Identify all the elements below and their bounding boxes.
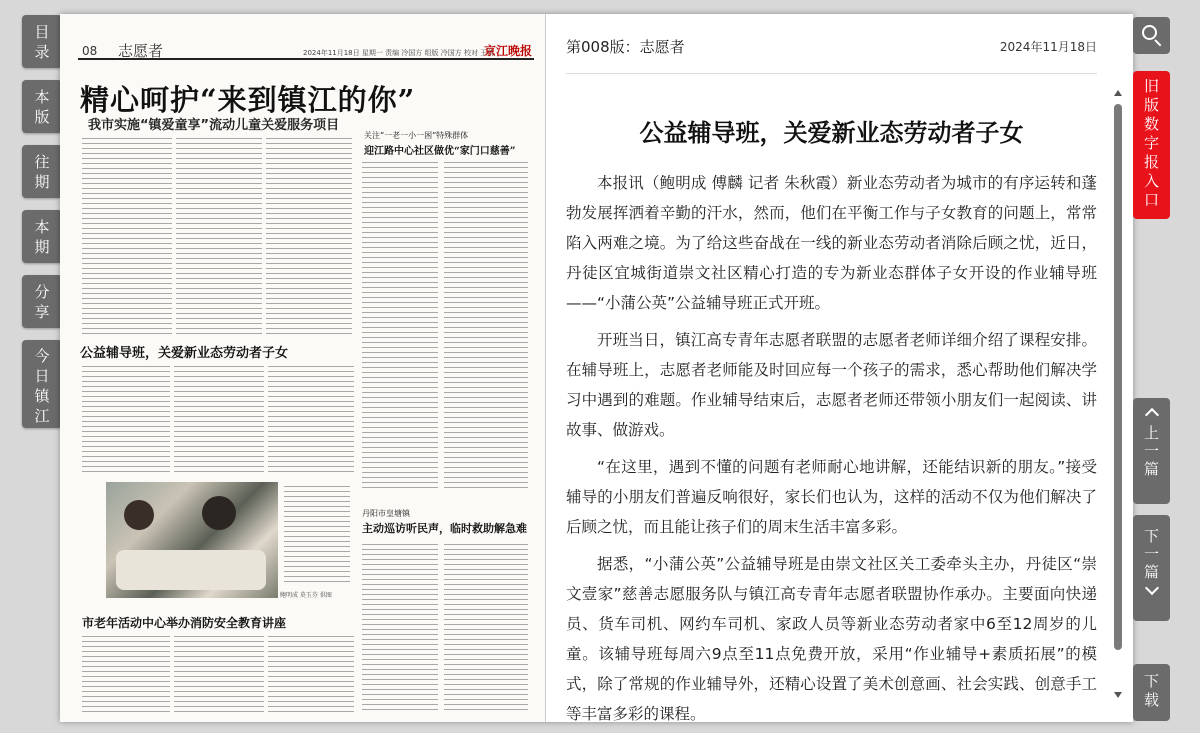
text-column — [268, 364, 354, 476]
nav-share-button[interactable] — [22, 275, 62, 328]
label-char: 篇 — [1143, 460, 1159, 478]
photo-credit: 鲍明成 莫玉芬 供图 — [280, 592, 332, 599]
text-column — [174, 364, 264, 476]
page-number: 08 — [82, 44, 98, 58]
search-icon-handle — [1154, 39, 1161, 46]
label-char: 今 — [34, 347, 50, 365]
label-char: 字 — [1143, 134, 1159, 152]
paper-article-title: 公益辅导班，关爱新业态劳动者子女 — [80, 342, 288, 361]
newspaper-page-image[interactable] — [60, 14, 546, 722]
old-version-entry-button[interactable] — [1133, 71, 1170, 219]
paper-article2-title: 主动巡访听民声，临时救助解急难 — [362, 522, 527, 535]
nav-this-issue-button[interactable] — [22, 210, 62, 263]
news-photo[interactable] — [106, 482, 278, 598]
next-article-button[interactable] — [1133, 515, 1170, 621]
nav-today-zhenjiang-button[interactable] — [22, 340, 62, 428]
nav-this-page-label — [22, 87, 62, 127]
paper-headline: 精心呵护“来到镇江的你” — [80, 83, 416, 117]
edition-label: 第008版：志愿者 — [566, 38, 685, 56]
text-column — [362, 160, 438, 490]
label-char: 本 — [34, 218, 50, 236]
text-column — [82, 136, 172, 336]
label-char: 录 — [34, 43, 50, 61]
photo-table — [116, 550, 266, 590]
text-column — [362, 542, 438, 714]
label-char: 本 — [34, 88, 50, 106]
nav-this-issue-label — [22, 217, 62, 257]
label-char: 载 — [1143, 691, 1159, 709]
article-scroll-area[interactable] — [566, 84, 1097, 723]
label-char: 报 — [1143, 153, 1159, 171]
label-char: 入 — [1143, 172, 1159, 190]
article-scrollbar[interactable] — [1112, 90, 1124, 698]
article-paragraph: 本报讯（鲍明成 傅麟 记者 朱秋霞）新业态劳动者为城市的有序运转和蓬勃发展挥洒着辛勤的汗水，然而，他们在平衡工作与子女教育的问题上，常常陷入两难之境。为了给这些奋战在一线的新业态劳动者消除后顾之忧，近日，丹徒区宜城街道崇文社区精心打造的专为新业态群体子女开设的作业辅导班——“小蒲公英”公益辅导班正式开班。 — [566, 174, 1097, 312]
text-column — [174, 634, 264, 714]
text-column — [82, 364, 170, 476]
text-column — [176, 136, 262, 336]
label-char: 镇 — [34, 387, 50, 405]
page-date-line: 2024年11月18日 星期一 责编 冷国方 组版 冷国方 校对 王倩 — [303, 49, 495, 57]
label-char: 江 — [34, 407, 50, 425]
search-button[interactable] — [1133, 17, 1170, 54]
label-char: 期 — [34, 173, 50, 191]
article-reader — [546, 14, 1133, 722]
chevron-up-icon — [1144, 408, 1158, 422]
paper-subhead: 我市实施“镇爱童享”流动儿童关爱服务项目 — [88, 118, 340, 133]
search-icon — [1142, 25, 1157, 40]
nav-past-issues-label — [22, 152, 62, 192]
text-column — [82, 634, 170, 714]
label-char: 篇 — [1143, 563, 1159, 581]
nav-share-label — [22, 282, 62, 322]
label-char: 一 — [1143, 442, 1159, 460]
photo-person — [202, 496, 236, 530]
label-char: 下 — [1143, 527, 1159, 545]
paper-article2-kicker: 丹阳市皇塘镇 — [362, 509, 410, 518]
prev-article-label — [1133, 424, 1170, 478]
label-char: 享 — [34, 303, 50, 321]
label-char: 一 — [1143, 545, 1159, 563]
page-section: 志愿者 — [118, 42, 164, 60]
next-article-label — [1133, 527, 1170, 581]
left-nav — [22, 15, 62, 428]
paper-bottom-title: 市老年活动中心举办消防安全教育讲座 — [82, 616, 287, 630]
label-char: 上 — [1143, 424, 1159, 442]
label-char: 口 — [1143, 191, 1159, 209]
scroll-down-arrow-icon[interactable] — [1114, 692, 1122, 698]
paper-sidebar-kicker: 关注“一老一小一困”特殊群体 — [364, 131, 469, 140]
photo-caption — [284, 484, 350, 584]
nav-this-page-button[interactable] — [22, 80, 62, 133]
article-title: 公益辅导班，关爱新业态劳动者子女 — [639, 119, 1024, 147]
page-header — [78, 44, 534, 60]
download-button[interactable] — [1133, 664, 1170, 721]
label-char: 版 — [34, 108, 50, 126]
nav-catalog-label — [22, 22, 62, 62]
label-char: 分 — [34, 283, 50, 301]
label-char: 日 — [34, 367, 50, 385]
label-char: 下 — [1143, 672, 1159, 690]
paper-sidebar-title: 迎江路中心社区做优“家门口慈善” — [364, 142, 516, 157]
label-char: 往 — [34, 153, 50, 171]
text-column — [266, 136, 352, 336]
nav-past-issues-button[interactable] — [22, 145, 62, 198]
label-char: 旧 — [1143, 77, 1159, 95]
download-label — [1133, 672, 1170, 710]
label-char: 期 — [34, 238, 50, 256]
nav-today-zhenjiang-label — [22, 346, 62, 426]
newspaper-viewer — [60, 14, 1133, 722]
text-column — [444, 160, 528, 490]
issue-date: 2024年11月18日 — [999, 40, 1097, 54]
nav-catalog-button[interactable] — [22, 15, 62, 68]
reader-header — [566, 34, 1097, 74]
label-char: 目 — [34, 23, 50, 41]
photo-person — [124, 500, 154, 530]
article-paragraph: 据悉，“小蒲公英”公益辅导班是由崇文社区关工委牵头主办，丹徒区“崇文壹家”慈善志愿服务队与镇江高专青年志愿者联盟协作承办。主要面向快递员、货车司机、网约车司机、家政人员等新业态劳动者家中6至12周岁的儿童。该辅导班每周六9点至11点免费开放，采用“作业辅导+素质拓展”的模式，除了常规的作业辅导外，还精心设置了美术创意画、社会实践、创意手工等丰富多彩的课程。 — [566, 555, 1097, 723]
old-version-entry-label — [1133, 77, 1170, 210]
article-paragraph: 开班当日，镇江高专青年志愿者联盟的志愿者老师详细介绍了课程安排。在辅导班上，志愿者老师能及时回应每一个孩子的需求，悉心帮助他们解决学习中遇到的难题。作业辅导结束后，志愿者老师还带领小朋友们一起阅读、讲故事、做游戏。 — [566, 331, 1097, 439]
label-char: 数 — [1143, 115, 1159, 133]
masthead-logo: 京江晚报 — [483, 44, 532, 58]
scrollbar-thumb[interactable] — [1114, 104, 1122, 650]
text-column — [444, 542, 528, 714]
chevron-down-icon — [1144, 581, 1158, 595]
prev-article-button[interactable] — [1133, 398, 1170, 504]
text-column — [268, 634, 354, 714]
article-paragraph: “在这里，遇到不懂的问题有老师耐心地讲解，还能结识新的朋友。”接受辅导的小朋友们普遍反响很好，家长们也认为，这样的活动不仅为他们解决了后顾之忧，而且能让孩子们的周末生活丰富多彩。 — [566, 458, 1097, 536]
scroll-up-arrow-icon[interactable] — [1114, 90, 1122, 96]
label-char: 版 — [1143, 96, 1159, 114]
